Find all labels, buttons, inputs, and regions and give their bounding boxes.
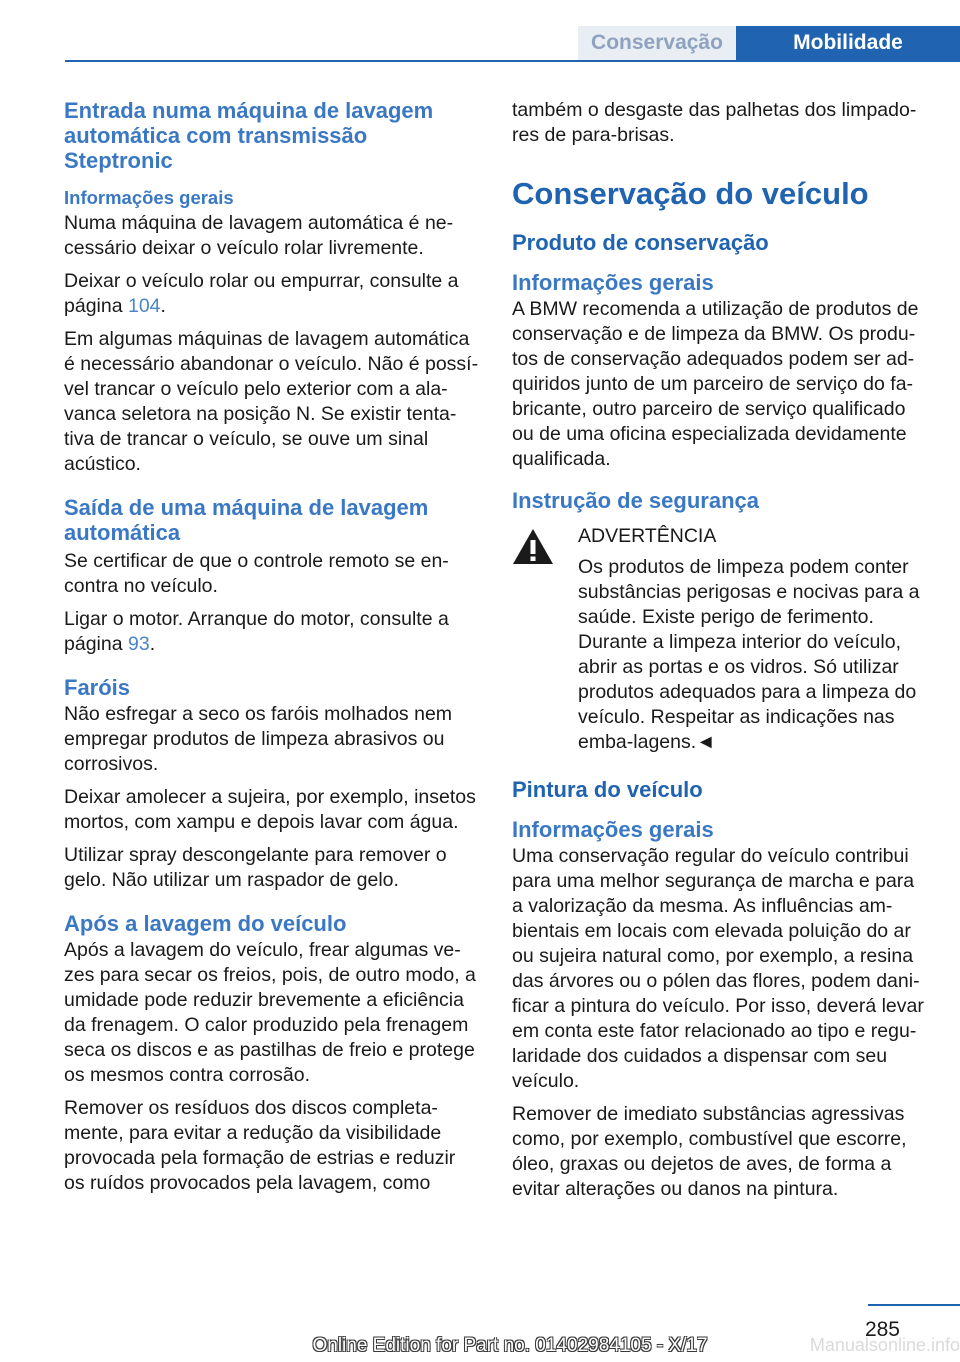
warning-title: ADVERTÊNCIA xyxy=(578,525,717,547)
subheading-informacoes: Informações gerais xyxy=(512,817,714,842)
right-column xyxy=(512,98,928,1210)
tab-conservacao[interactable]: Conservação xyxy=(578,26,736,60)
tab-mobilidade[interactable]: Mobilidade xyxy=(736,26,960,60)
paragraph-ref-104: Deixar o veículo rolar ou empurrar, consulte a página 104. xyxy=(64,270,459,317)
paragraph: A BMW recomenda a utilização de produtos de conservação e de limpeza da BMW. Os produ-tos de conservação adequados podem ser ad-quiridos junto de um parceiro de serviço do fa-bricante, outro parceiro de serviço qualificado ou de uma oficina especializada devidamente qualificada. xyxy=(512,298,919,470)
heading-pintura: Pintura do veículo xyxy=(512,777,703,802)
paragraph-ref-93: Ligar o motor. Arranque do motor, consulte a página 93. xyxy=(64,608,449,655)
header-bar xyxy=(0,0,960,62)
heading-entrada: Entrada numa máquina de lavagem automática com transmissão Steptronic xyxy=(64,98,434,173)
paragraph-text: Deixar o veículo rolar ou empurrar, consulte a página xyxy=(64,270,459,317)
paragraph: Após a lavagem do veículo, frear algumas ve-zes para secar os freios, pois, de outro modo, a umidade pode reduzir brevemente a eficiência da frenagem. O calor produzido pela frenagem seca os discos e as pastilhas de freio e protege os mesmos contra corrosão. xyxy=(64,939,476,1086)
paragraph: Remover os resíduos dos discos completa-mente, para evitar a redução da visibilidade provocada pela formação de estrias e reduzir os ruídos provocados pela lavagem, como xyxy=(64,1097,456,1194)
warning-body: Os produtos de limpeza podem conter substâncias perigosas e nocivas para a saúde. Existe perigo de ferimento. Durante a limpeza interior do veículo, abrir as portas e os vidros. Só utilizar produtos adequados para a limpeza do veículo. Respeitar as indicações nas emba-lagens.◄ xyxy=(578,556,920,753)
paragraph: Numa máquina de lavagem automática é ne-cessário deixar o veículo rolar livremente. xyxy=(64,212,454,259)
paragraph-text: Ligar o motor. Arranque do motor, consulte a página xyxy=(64,608,449,655)
paragraph: também o desgaste das palhetas dos limpado-res de para-brisas. xyxy=(512,99,917,146)
paragraph: Deixar amolecer a sujeira, por exemplo, insetos mortos, com xampu e depois lavar com água. xyxy=(64,786,476,833)
subheading-seguranca: Instrução de segurança xyxy=(512,488,759,513)
heading-saida: Saída de uma máquina de lavagem automática xyxy=(64,495,429,545)
warning-triangle-icon xyxy=(512,528,554,565)
paragraph: Em algumas máquinas de lavagem automática é necessário abandonar o veículo. Não é possí-vel trancar o veículo pelo exterior com a ala-vanca seletora na posição N. Se existir tenta-tiva de trancar o veículo, se ouve um sinal acústico. xyxy=(64,328,479,475)
warning-text xyxy=(512,555,928,755)
left-column xyxy=(64,98,480,1204)
paragraph: Se certificar de que o controle remoto se en-contra no veículo. xyxy=(64,550,449,597)
page-link-104[interactable]: 104 xyxy=(127,295,161,317)
subheading-informacoes: Informações gerais xyxy=(64,187,234,208)
header-rule xyxy=(65,60,960,62)
paragraph: Utilizar spray descongelante para remover o gelo. Não utilizar um raspador de gelo. xyxy=(64,844,447,891)
edition-footer: Online Edition for Part no. 01402984105 - X/17 xyxy=(312,1335,708,1356)
watermark: Manualsonline.info xyxy=(809,1335,960,1355)
page-number: 285 xyxy=(864,1318,900,1341)
subheading-informacoes: Informações gerais xyxy=(512,270,714,295)
paragraph: Não esfregar a seco os faróis molhados nem empregar produtos de limpeza abrasivos ou corrosivos. xyxy=(64,703,453,775)
warning-box xyxy=(512,524,928,755)
heading-apos-lavagem: Após a lavagem do veículo xyxy=(64,911,347,936)
heading-farois: Faróis xyxy=(64,675,131,700)
paragraph: Uma conservação regular do veículo contribui para uma melhor segurança de marcha e para a valorização da mesma. As influências am-bientais em locais com elevada poluição do ar ou sujeira natural como, por exemplo, a resina das árvores ou o pólen das flores, podem dani-ficar a pintura do veículo. Por isso, deverá levar em conta este fator relacionado ao tipo e regu-laridade dos cuidados a dispensar com seu veículo. xyxy=(512,845,924,1092)
page-link-93[interactable]: 93 xyxy=(127,633,150,655)
paragraph: Remover de imediato substâncias agressivas como, por exemplo, combustível que escorre, óleo, graxas ou dejetos de aves, de forma a evitar alterações ou danos na pintura. xyxy=(512,1103,907,1200)
chapter-title: Conservação do veículo xyxy=(512,176,869,211)
heading-produto: Produto de conservação xyxy=(512,230,769,255)
footer-rule xyxy=(868,1304,960,1306)
